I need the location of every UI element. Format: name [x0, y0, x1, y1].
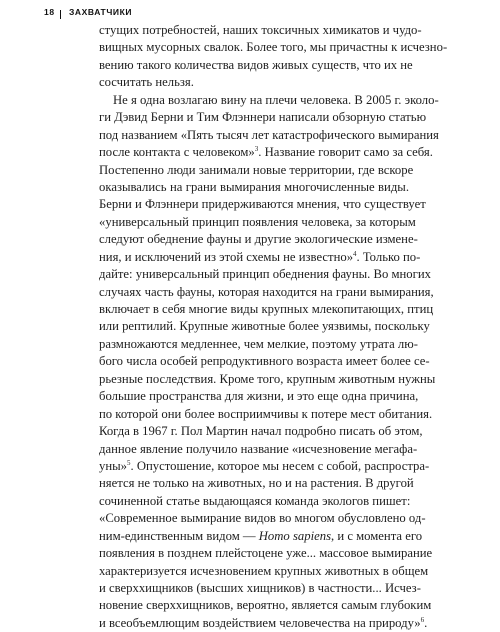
text-line	[99, 475, 414, 492]
text-line	[99, 563, 429, 580]
line-text: новение сверххищников, вероятно, является самым глубоким	[99, 598, 432, 613]
line-text: появления в позднем плейстоцене уже... массовое вымирание	[99, 546, 433, 561]
line-text-continued: . Только по-	[356, 249, 421, 264]
text-line	[99, 318, 430, 335]
line-text: ги Дэвид Берни и Тим Флэннери написали обзорную статью	[99, 110, 427, 125]
text-line	[99, 301, 434, 318]
text-line	[99, 92, 439, 109]
line-text-continued: .	[424, 615, 428, 630]
text-line	[99, 406, 433, 423]
text-line	[99, 266, 431, 283]
text-line	[99, 597, 432, 614]
text-line	[99, 179, 409, 196]
running-header	[44, 7, 132, 17]
footnote-ref[interactable]: 5	[127, 458, 131, 467]
line-text: сочиненной статье выдающаяся команда экологов пишет:	[99, 493, 411, 508]
line-text: размножаются медленнее, чем мелкие, поэтому утрата лю-	[99, 336, 418, 351]
text-line	[99, 284, 434, 301]
line-text: данное явление получило название «исчезновение мегафа-	[99, 441, 418, 456]
line-text: стущих потребностей, наших токсичных химикатов и чудо-	[99, 23, 422, 37]
text-line	[99, 336, 418, 353]
text-line	[99, 441, 418, 458]
line-text: рьезные последствия. Кроме того, крупным животным нужны	[99, 371, 436, 386]
body-text	[99, 22, 448, 632]
line-text: и всеобъемлющим воздействием человечества на природу»	[99, 615, 421, 630]
line-text: «Современное вымирание видов во многом обусловлено од-	[99, 511, 426, 526]
line-text: под названием «Пять тысяч лет катастрофического вымирания	[99, 127, 439, 142]
text-line	[99, 231, 418, 248]
text-line	[99, 388, 419, 405]
line-text: следуют обеднение фауны и другие экологические измене-	[99, 232, 418, 247]
text-line	[99, 580, 421, 597]
line-text: «универсальный принцип появления человека, за которым	[99, 214, 416, 229]
footnote-ref[interactable]: 4	[353, 249, 357, 258]
text-line	[99, 493, 409, 510]
text-line	[99, 458, 430, 475]
line-text: няется не только на животных, но и на растения. В другой	[99, 476, 414, 491]
footnote-ref[interactable]: 3	[254, 145, 259, 154]
line-text: оказывались на грани вымирания многочисленные виды.	[99, 179, 409, 194]
line-text: или рептилий. Крупные животные более уязвимы, поскольку	[99, 319, 430, 334]
page-number: 18	[44, 7, 55, 17]
text-line	[99, 196, 426, 213]
line-text: по которой они более восприимчивы к потере мест обитания.	[99, 406, 433, 421]
line-text: характеризуется исчезновением крупных животных в общем	[99, 563, 429, 578]
text-line	[99, 353, 430, 370]
line-text: Постепенно люди занимали новые территории, где вскоре	[99, 162, 414, 177]
line-text: Когда в 1967 г. Пол Мартин начал подробно писать об этом,	[99, 424, 423, 439]
line-text: включает в себя многие виды крупных млекопитающих, птиц	[99, 302, 434, 316]
line-text: Берни и Флэннери придерживаются мнения, что существует	[99, 197, 426, 212]
text-line	[99, 109, 427, 126]
line-text: большие пространства для жизни, и это еще одна причина,	[99, 389, 419, 404]
text-line	[99, 528, 423, 545]
line-text: ния, и исключений из этой схемы не известно»	[99, 249, 354, 264]
line-text-continued: . Опустошение, которое мы несем с собой, распростра-	[130, 458, 430, 473]
line-text: бого числа особей репродуктивного возраста имеет более се-	[99, 354, 430, 369]
text-line	[99, 144, 433, 161]
text-line	[99, 615, 428, 632]
line-text: ним-единственным видом —	[99, 528, 259, 543]
text-line	[99, 127, 439, 144]
line-text: уны»	[99, 458, 128, 473]
text-line	[99, 371, 436, 388]
line-text: случаях часть фауны, которая находится на грани вымирания,	[99, 284, 434, 299]
text-line	[99, 423, 423, 440]
line-text: сосчитать нельзя.	[99, 75, 194, 90]
line-text: дайте: универсальный принцип обеднения фауны. Во многих	[99, 267, 431, 282]
text-line	[99, 57, 413, 74]
text-line	[99, 22, 422, 39]
text-line	[99, 162, 414, 179]
text-line	[99, 545, 433, 562]
line-text: после контакта с человеком»	[99, 145, 255, 160]
header-divider	[60, 10, 61, 19]
text-line	[99, 249, 421, 266]
running-title: ЗАХВАТЧИКИ	[68, 7, 133, 17]
line-text: вищных мусорных свалок. Более того, мы причастны к исчезно-	[99, 40, 448, 55]
text-line	[99, 74, 409, 91]
line-text-continued: . Название говорит само за себя.	[258, 145, 433, 160]
species-name: Homo sapiens	[258, 528, 332, 543]
text-line	[99, 510, 426, 527]
text-line	[99, 214, 416, 231]
line-text: Не я одна возлагаю вину на плечи человека. В 2005 г. эколо-	[113, 92, 439, 107]
footnote-ref[interactable]: 6	[420, 615, 425, 624]
line-text: и сверххищников (высших хищников) в частности... Исчез-	[99, 581, 421, 595]
line-text-continued: , и с момента его	[331, 528, 423, 543]
line-text: вению такого количества видов живых существ, что их не	[99, 57, 413, 72]
text-line	[99, 39, 448, 56]
